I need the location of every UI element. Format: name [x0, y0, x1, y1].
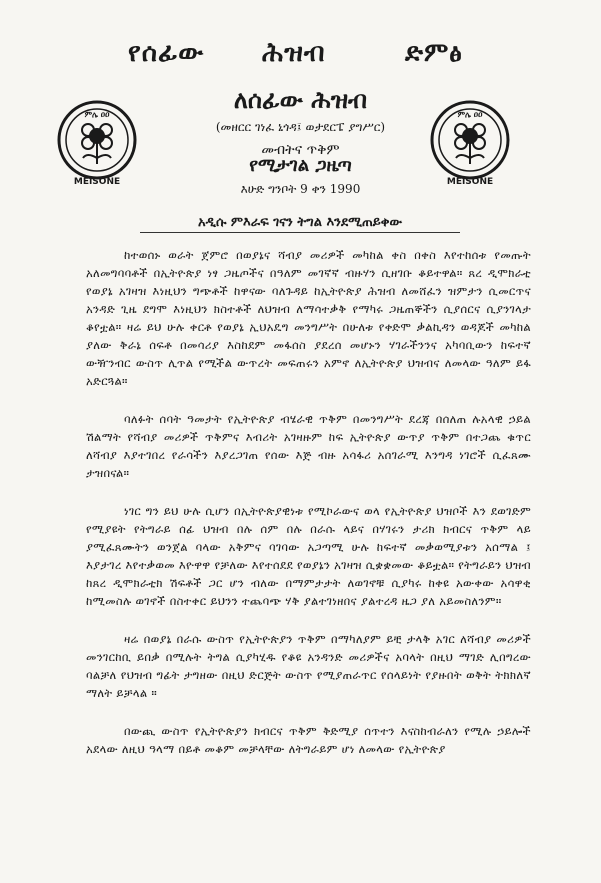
tagline-line-1: መብትና ጥቅም [261, 142, 340, 158]
paper-name: ለሰፊው ሕዝብ [233, 85, 368, 114]
logo-bottom-text: MEISONE [73, 177, 121, 187]
masthead-word-2: ሕዝብ [262, 38, 326, 68]
article-headline: አዲሱ ምእራፍ ገናን ትግል እንደሚጠይቀው [140, 215, 460, 233]
logo-top-text: ምሌ ዐዐ [84, 110, 110, 119]
paragraph: ነገር ግን ይህ ሁሉ ሲሆን በኢትዮጵያዊነቱ የሚኮራውና ወላ የኢትዮጵያ ህዝቦች እን ደወገድም የሚያዩት የትግራይ ሰፊ ህዝብ በሉ ሰም በሉ በራሱ ላይና በሃገሩን ታሪክ ክብርና ጥቅም ላይ ያሚፈጸሙትን ወንጀል ባላው አቅምና ባገባው አጋጣሚ ሁሉ ከፍተኛ መቃወሚያቱን አሰማል ፤ እያታገረ እየተቃወመ እዮዋዋ የቻለው እየተሰደደ የወያኔን አገዛዝ ሲቋቋመው ቆይቷል። የትግራይን ህዝብ ከጸረ ዲሞክራቲክ ሽፍቶች ጋር ሆን ብለው በማምታታት ለወገኖቹ ሲያካሩ ከቀዩ አውቀው አሳዋቂ ከሚመስሉ ወገኖች በስተቀር ይህንን ተጨባጭ ሃቅ ያልተገነዘበና ያልተረዳ ዜጋ ያለ አይመስለንም። [86, 504, 531, 608]
paragraph: ከተወሰኑ ወራት ጀምሮ በወያኔና ሻብያ መሪዎች መካከል ቀስ በቀስ እየተከሰቱ የመጡት አለመግባባቶች በኢትዮጵያ ነፃ ጋዜጦችና በዓለም መገኛኛ ብዙሃን ሲዘገቡ ቆይተዋል። ጸረ ዲሞክራቲ የወያኔ አገዛዝ እነዚህን ግጭቶች ከዋናው ባለጉዳይ ከኢትዮጵያ ሕዝብ ለመሸፈን ዝምታን ሲመርጥና አንዳድ ጊዜ ደግሞ እነዚህን ክስተቶች ለህዝብ ለማሳተቃቅ የማካሩ ጋዜጠኞችን ሲያሰርና ሲያንገላታ ቆየቷል። ዛሬ ይህ ሁሉ ቀርቶ የወያኔ ኢህአዴግ መንግሥት በሁለቱ የቀድሞ ቃልኪዳን ወዳጆች መካከል ያለው ቅራኔ ሰፍቶ በመሳሪያ እስከደም መፋሰስ ያደረሰ መሆኑን ሃገራችንንና አካባቢውን ከፍተኛ ውዥንብር ውስጥ ሊጥል የሚችል ውጥረት መፍጠሩን አምኖ ለኢትዮጵያ ህዝብና ለመላው ዓለም ይፋ አድርጓል። [86, 248, 531, 388]
masthead-word-1: የሰፊው [128, 38, 205, 68]
tagline-line-2: የሚታገል ጋዜጣ [249, 155, 352, 176]
paragraph: ዛሬ በወያኔ በራሱ ውስጥ የኢትዮጵያን ጥቅም በማካለያም ይቺ ታላቅ አገር ለሻብያ መሪዎች መንገርከቢ ይበቃ በሚሉት ትግል ሲያካሂዱ የቆዩ አንዳንድ መሪዎችና አባላት በዚህ ማገድ ሊበግረው ባልቻለ የህዝብ ግፊት ታግዘው በዚህ ድርጅት ውስጥ የሚያጠራጥር የሰላይነት የያዙበት ወቅት ትክክለኛ ማለት ይቻላል ። [86, 632, 531, 700]
paragraph: በውጪ ውስጥ የኢትዮጵያን ክብርና ጥቅም ቅድሚያ ሰጥተን እናስከብራለን የሚሉ ኃይሎች አደላው ለዚህ ዓላማ በይቶ መቆም መቻላቸው ለትግራይም ሆነ ለመላው የኢትዮጵያ [86, 724, 531, 756]
logo-top-text: ምሌ ዐዐ [457, 110, 483, 119]
masthead-word-3: ድምፅ [405, 38, 463, 68]
logo-bottom-text: MEISONE [446, 177, 494, 187]
paragraph: ባለፉት ሰባት ዓመታት የኢትዮጵያ ብሄራዊ ጥቅም በመንግሥት ደረጃ በሰለጠ ሉአላዊ ኃይል ሽልማት የሻብያ መሪዎች ጥቅምና እብሪት አገዛዙም ከፍ ኢትዮጵያ ውጥያ ጥቅም በተጋጨ ቁጥር ለሻብያ እያተገበረ የራሳችን እያረጋገጠ የሰው እጅ ብዙ አሳፋሪ አሰገራሚ እንግዳ ነገሮች ሲፈጸሙ ታዝበናል። [86, 412, 531, 480]
paper-subtitle: (መዘርር ገነፈ ኒጎዳ፤ ወታደርፔ ያግሥር) [215, 120, 386, 134]
article-body [86, 246, 531, 778]
issue-date: እሁድ ግንቦት 9 ቀን 1990 [240, 182, 361, 196]
